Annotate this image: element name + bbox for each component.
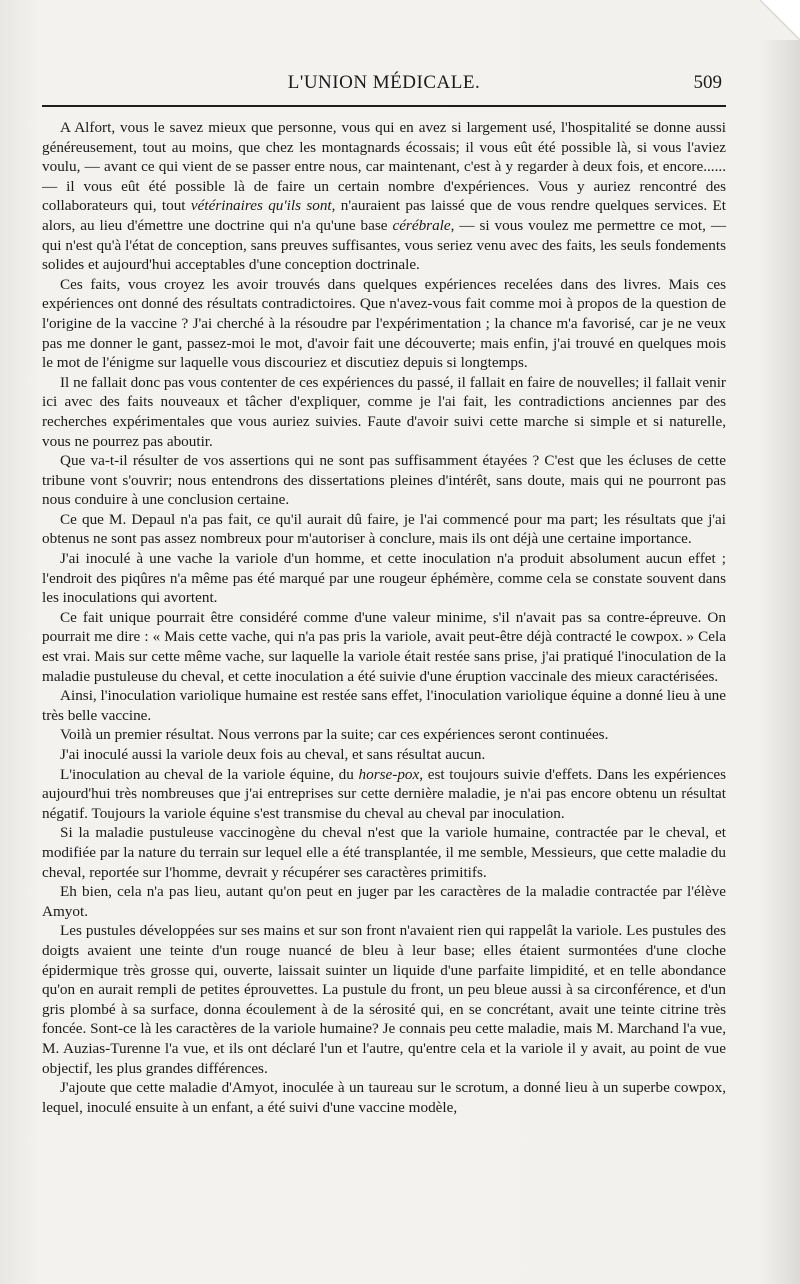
paragraph <box>42 745 726 765</box>
text-run: , — si vous voulez me permettre ce mot, — qui n'est qu'à l'état de conception, sans preuves suffisantes, vous seriez venu avec des faits, les seuls fondements solides et aujourd'hui acceptables d'une conception doctrinale. <box>42 216 727 274</box>
paragraph <box>42 686 726 725</box>
text-run: , n'auraient pas laissé que de vous rendre quelques services. Et alors, au lieu d'émettre une doctrine qui n'a qu'une base <box>42 197 726 234</box>
text-run: Ce fait unique pourrait être considéré comme d'une valeur minime, s'il n'avait pas sa contre-épreuve. On pourrait me dire : « Mais cette vache, qui n'a pas pris la variole, avait peut-être déjà contracté le cowpox. » Cela est vrai. Mais sur cette même vache, sur laquelle la variole était restée sans prise, j'ai pratiqué l'inoculation de la maladie pustuleuse du cheval, et cette inoculation a été suivie d'une éruption vaccinale des mieux caractérisées. <box>42 608 726 685</box>
paragraph <box>42 510 726 549</box>
text-run: L'inoculation au cheval de la variole équine, du <box>60 765 359 783</box>
text-run: Voilà un premier résultat. Nous verrons par la suite; car ces expériences seront continuées. <box>60 726 609 744</box>
italic-text: horse-pox <box>358 765 420 783</box>
paragraph <box>42 765 726 824</box>
text-run: Les pustules développées sur ses mains et sur son front n'avaient rien qui rappelât la variole. Les pustules des doigts avaient une teinte d'un rouge nuancé de bleu à leur base; elles étaient surmontées d'une cloche épidermique très grosse qui, ouverte, laissait suinter un liquide d'une parfaite limpidité, et en telle abondance qu'on en aurait rempli de petites éprouvettes. La pustule du front, un peu bleue aussi à sa circonférence, et d'un gris plombé à sa surface, donna écoulement à de la sérosité qui, en se concrétant, avait une teinte citrine très foncée. Sont-ce là les caractères de la variole humaine? Je connais peu cette maladie, mais M. Marchand l'a vue, M. Auzias-Turenne l'a vue, et ils ont déclaré l'un et l'autre, qu'entre cela et la variole il y avait, au point de vue objectif, les plus grandes différences. <box>42 922 726 1077</box>
text-run: J'ajoute que cette maladie d'Amyot, inoculée à un taureau sur le scrotum, a donné lieu à un superbe cowpox, lequel, inoculé ensuite à un enfant, a été suivi d'une vaccine modèle, <box>42 1079 726 1116</box>
article-body <box>42 118 726 1117</box>
italic-text: cérébrale <box>392 216 451 234</box>
folded-page-corner <box>760 0 800 40</box>
text-run: Eh bien, cela n'a pas lieu, autant qu'on peut en juger par les caractères de la maladie contractée par l'élève Amyot. <box>42 883 726 920</box>
text-run: Ces faits, vous croyez les avoir trouvés dans quelques expériences recelées dans des livres. Mais ces expériences ont donné des résultats contradictoires. Que n'avez-vous fait comme moi à propos de la question de l'origine de la vaccine ? J'ai cherché à la résoudre par l'expérimentation ; la chance m'a favorisé, car je ne veux pas me donner le gant, passez-moi le mot, d'avoir fait une découverte; mais enfin, j'ai trouvé en quelques mois le mot de l'énigme sur laquelle vous discouriez et discutiez depuis si longtemps. <box>42 275 726 372</box>
paragraph <box>42 823 726 882</box>
paragraph <box>42 118 726 275</box>
header-rule <box>42 105 726 107</box>
paragraph <box>42 373 726 451</box>
paragraph <box>42 549 726 608</box>
italic-text: vétérinaires qu'ils sont <box>190 197 332 215</box>
paragraph <box>42 1078 726 1117</box>
text-run: A Alfort, vous le savez mieux que personne, vous qui en avez si largement usé, l'hospitalité se donne aussi généreusement, tout au moins, que chez les montagnards écossais; il vous eût été possible là, si vous l'aviez voulu, — avant ce qui vient de se passer entre nous, car maintenant, c'est à y regarder à deux fois, et encore...... — il vous eût été possible là de faire un certain nombre d'expériences. Vous y auriez rencontré des collaborateurs qui, tout <box>42 119 726 215</box>
text-run: J'ai inoculé aussi la variole deux fois au cheval, et sans résultat aucun. <box>60 746 486 763</box>
paragraph <box>42 921 726 1078</box>
paragraph <box>42 275 726 373</box>
paragraph <box>42 608 726 686</box>
text-run: Il ne fallait donc pas vous contenter de ces expériences du passé, il fallait en faire de nouvelles; il fallait venir ici avec des faits nouveaux et tâcher d'expliquer, comme je l'ai fait, les contradictions anciennes par des recherches expérimentales que vous auriez suivies. Faute d'avoir suivi cette marche si simple et si naturelle, vous ne pourrez pas aboutir. <box>42 373 726 450</box>
text-run: J'ai inoculé à une vache la variole d'un homme, et cette inoculation n'a produit absolument aucun effet ; l'endroit des piqûres n'a même pas été marqué par une rougeur éphémère, comme cela se constate souvent dans les inoculations qui avortent. <box>42 550 726 607</box>
text-run: Que va-t-il résulter de vos assertions qui ne sont pas suffisamment étayées ? C'est que les écluses de cette tribune vont s'ouvrir; nous entendrons des dissertations pleines d'intérêt, sans doute, mais qui ne pourront pas nous conduire à une conclusion certaine. <box>42 452 726 509</box>
journal-title: L'UNION MÉDICALE. <box>287 72 481 93</box>
running-header <box>42 72 726 98</box>
paragraph <box>42 882 726 921</box>
text-run: , est toujours suivie d'effets. Dans les expériences aujourd'hui très nombreuses que j'ai entreprises sur cette dernière maladie, je n'ai pas encore obtenu un résultat négatif. Toujours la variole équine s'est transmise du cheval au cheval par inoculation. <box>42 765 726 822</box>
text-run: Si la maladie pustuleuse vaccinogène du cheval n'est que la variole humaine, contractée par le cheval, et modifiée par la nature du terrain sur lequel elle a été transplantée, il me semble, Messieurs, que cette maladie du cheval, reportée sur l'homme, devrait y récupérer ses caractères primitifs. <box>42 824 726 881</box>
text-run: Ce que M. Depaul n'a pas fait, ce qu'il aurait dû faire, je l'ai commencé pour ma part; les résultats que j'ai obtenus ne sont pas assez nombreux pour m'autoriser à conclure, mais ils ont déjà une certaine importance. <box>42 510 726 548</box>
page-number: 509 <box>693 72 722 93</box>
paragraph <box>42 725 726 745</box>
paragraph <box>42 451 726 510</box>
text-run: Ainsi, l'inoculation variolique humaine est restée sans effet, l'inoculation variolique équine a donné lieu à une très belle vaccine. <box>42 687 726 724</box>
